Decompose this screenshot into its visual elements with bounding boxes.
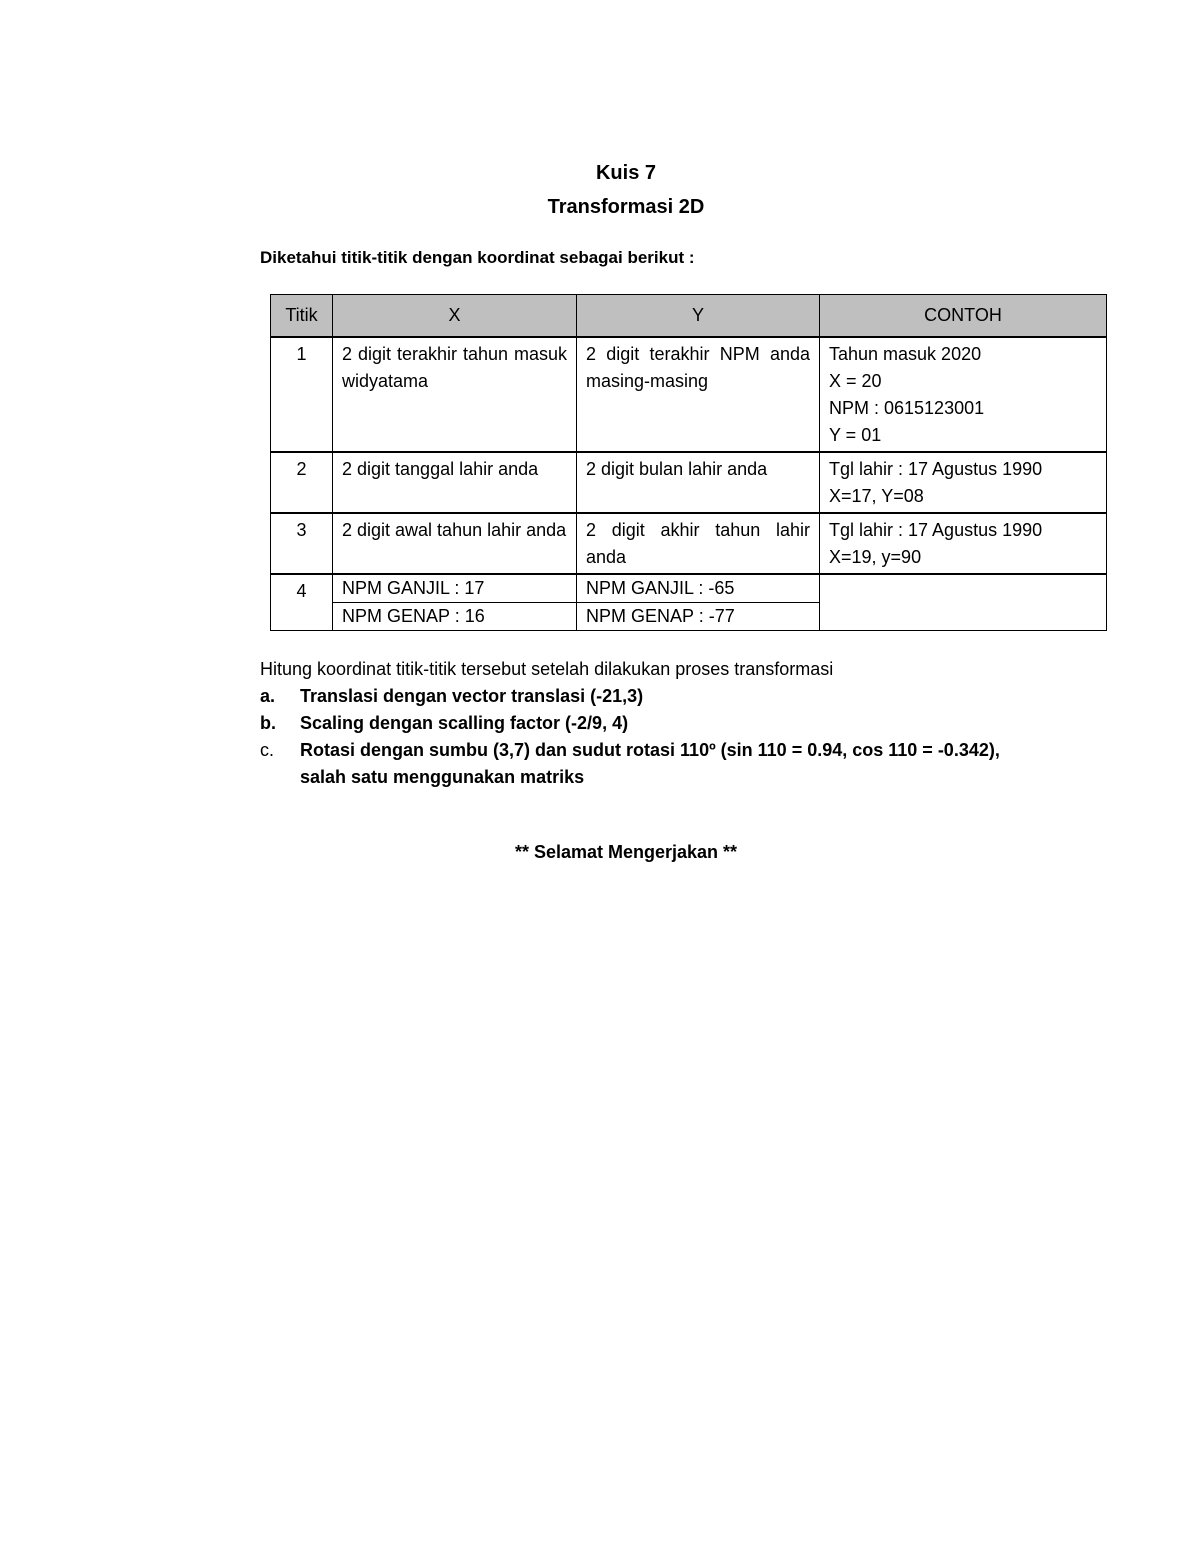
contoh-line: Tahun masuk 2020 <box>829 344 982 364</box>
cell-x: 2 digit awal tahun lahir anda <box>333 513 577 574</box>
list-marker: a. <box>260 686 276 706</box>
table-row <box>271 574 1107 603</box>
header-contoh: CONTOH <box>820 295 1107 338</box>
table-header-row <box>271 295 1107 338</box>
cell-y-ganjil: NPM GANJIL : -65 <box>577 574 820 603</box>
question-lead: Hitung koordinat titik-titik tersebut setelah dilakukan proses transformasi <box>260 659 834 679</box>
list-item-text: Translasi dengan vector translasi (-21,3) <box>300 686 644 706</box>
cell-y-genap: NPM GENAP : -77 <box>577 603 820 631</box>
closing-text: ** Selamat Mengerjakan ** <box>514 842 738 862</box>
contoh-line: Tgl lahir : 17 Agustus 1990 <box>829 459 1043 479</box>
cell-y: 2 digit bulan lahir anda <box>577 452 820 513</box>
points-table <box>270 294 1107 631</box>
cell-x-genap: NPM GENAP : 16 <box>333 603 577 631</box>
list-item-text: Rotasi dengan sumbu (3,7) dan sudut rotasi 110º (sin 110 = 0.94, cos 110 = -0.342), salah satu menggunakan matriks <box>300 740 1000 787</box>
contoh-line: X=19, y=90 <box>829 547 922 567</box>
intro-text: Diketahui titik-titik dengan koordinat sebagai berikut : <box>260 248 695 267</box>
quiz-title: Kuis 7 <box>595 162 657 184</box>
cell-y: 2 digit terakhir NPM anda masing-masing <box>577 337 820 452</box>
list-item <box>260 737 1020 791</box>
cell-titik: 3 <box>271 513 333 574</box>
list-item-text: Scaling dengan scalling factor (-2/9, 4) <box>300 713 629 733</box>
cell-titik: 4 <box>271 574 333 631</box>
list-marker: c. <box>260 740 275 760</box>
contoh-line: Y = 01 <box>829 425 882 445</box>
table-row <box>271 513 1107 574</box>
cell-titik: 1 <box>271 337 333 452</box>
list-item <box>260 710 1020 737</box>
cell-x-ganjil: NPM GANJIL : 17 <box>333 574 577 603</box>
header-x: X <box>333 295 577 338</box>
list-item <box>260 683 1020 710</box>
header-titik: Titik <box>271 295 333 338</box>
list-marker: b. <box>260 713 276 733</box>
header-y: Y <box>577 295 820 338</box>
table-row <box>271 452 1107 513</box>
table-row <box>271 337 1107 452</box>
cell-contoh <box>820 337 1107 452</box>
cell-contoh <box>820 513 1107 574</box>
contoh-line: NPM : 0615123001 <box>829 398 985 418</box>
cell-y: 2 digit akhir tahun lahir anda <box>577 513 820 574</box>
quiz-subtitle: Transformasi 2D <box>547 196 705 218</box>
contoh-line: X = 20 <box>829 371 882 391</box>
contoh-line: Tgl lahir : 17 Agustus 1990 <box>829 520 1043 540</box>
question-block <box>260 656 1020 791</box>
cell-contoh-empty <box>820 574 1107 631</box>
cell-x: 2 digit terakhir tahun masuk widyatama <box>333 337 577 452</box>
cell-titik: 2 <box>271 452 333 513</box>
cell-contoh <box>820 452 1107 513</box>
contoh-line: X=17, Y=08 <box>829 486 924 506</box>
cell-x: 2 digit tanggal lahir anda <box>333 452 577 513</box>
